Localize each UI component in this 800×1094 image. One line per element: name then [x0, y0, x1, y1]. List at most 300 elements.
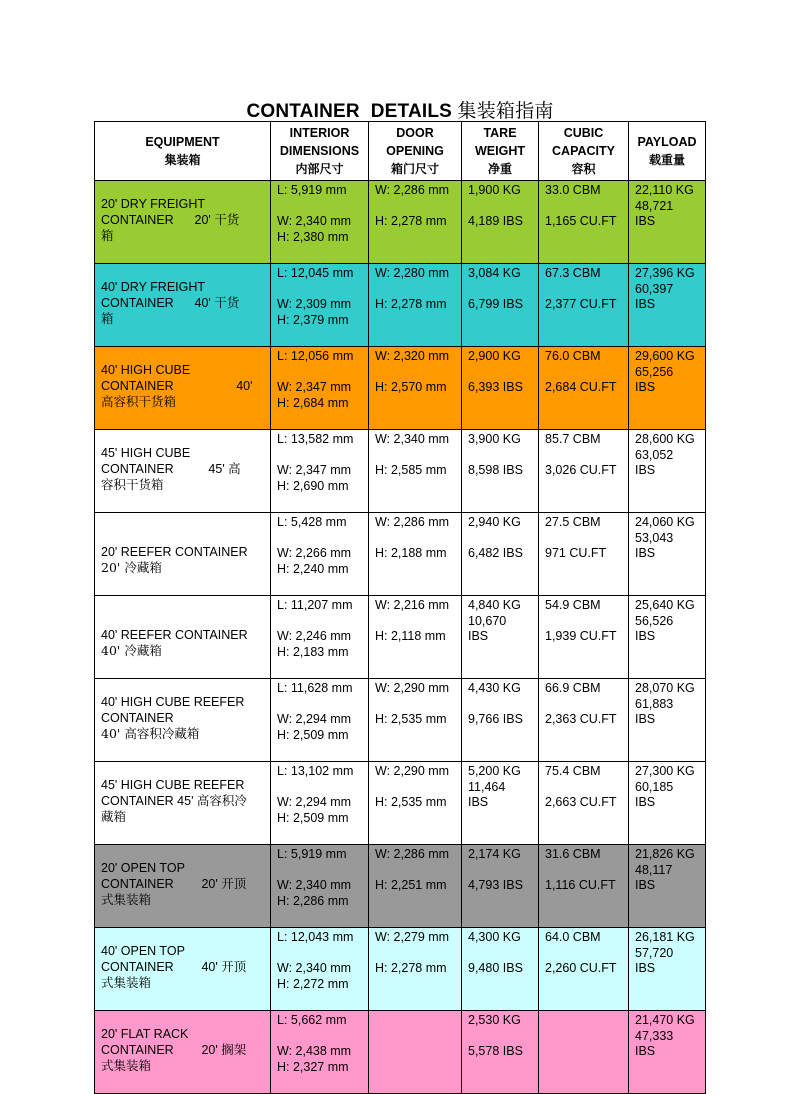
tare-cell: [462, 1011, 539, 1094]
equipment-line: 40' HIGH CUBE: [101, 363, 191, 377]
equipment-line: 容积干货箱: [101, 477, 164, 492]
door-width: W: 2,340 mm: [375, 432, 450, 446]
spacer: [277, 447, 368, 462]
interior-height: H: 2,327 mm: [277, 1060, 349, 1074]
payload-stack: [629, 264, 705, 331]
door-cell: [369, 264, 462, 347]
door-height: H: 2,278 mm: [375, 297, 447, 311]
tare-kg: 3,084 KG: [468, 266, 521, 280]
interior-length: L: 12,043 mm: [277, 930, 354, 944]
tare-kg: 2,940 KG: [468, 515, 521, 529]
spacer: [277, 613, 368, 628]
door-height: H: 2,278 mm: [375, 214, 447, 228]
column-header: [271, 122, 369, 181]
equipment-line: CONTAINER 20' 干货: [101, 213, 240, 227]
cubic-cell: [539, 264, 629, 347]
door-height: H: 2,570 mm: [375, 380, 447, 394]
interior-length: L: 11,207 mm: [277, 598, 353, 612]
payload-ibs-unit: IBS: [635, 1044, 656, 1058]
column-header: [369, 122, 462, 181]
spacer: [375, 530, 461, 545]
equipment-line: 20' FLAT RACK: [101, 1027, 189, 1041]
header-label: OPENING: [386, 144, 444, 158]
tare-kg: 4,300 KG: [468, 930, 521, 944]
payload-ibs-value: 56,526: [635, 614, 674, 628]
door-width: W: 2,286 mm: [375, 515, 450, 529]
table-row: [95, 762, 706, 845]
interior-height: H: 2,509 mm: [277, 728, 349, 742]
cubic-cell: [539, 181, 629, 264]
door-width: W: 2,216 mm: [375, 598, 450, 612]
cubic-cbm: 33.0 CBM: [545, 183, 601, 197]
tare-cell: [462, 679, 539, 762]
tare-mid: [468, 1028, 538, 1043]
payload-ibs-unit: IBS: [635, 712, 656, 726]
title-en: CONTAINER DETAILS: [246, 101, 453, 122]
spacer: [545, 862, 628, 877]
door-stack: [369, 845, 461, 912]
tare-cell: [462, 347, 539, 430]
interior-cell: [271, 430, 369, 513]
cubic-cuft: 2,377 CU.FT: [545, 297, 617, 311]
payload-stack: [629, 1011, 705, 1078]
interior-height: H: 2,380 mm: [277, 230, 349, 244]
payload-kg: 27,300 KG: [635, 764, 695, 778]
spacer: [277, 198, 368, 213]
door-width: W: 2,290 mm: [375, 764, 450, 778]
equipment-cell: [95, 762, 271, 845]
equipment-line: 40' REEFER CONTAINER: [101, 628, 248, 642]
tare-cell: [462, 845, 539, 928]
cubic-cuft: 2,363 CU.FT: [545, 712, 617, 726]
door-width: W: 2,320 mm: [375, 349, 450, 363]
equipment-cell: [95, 347, 271, 430]
door-cell: [369, 513, 462, 596]
door-width: [375, 1011, 461, 1028]
spacer: [277, 945, 368, 960]
cubic-cbm: 64.0 CBM: [545, 930, 601, 944]
interior-length: L: 5,428 mm: [277, 515, 347, 529]
tare-ibs: 9,766 IBS: [468, 712, 523, 726]
cubic-cuft: [545, 1043, 628, 1059]
column-header: [462, 122, 539, 181]
spacer: [277, 862, 368, 877]
interior-height: H: 2,272 mm: [277, 977, 349, 991]
door-stack: [369, 181, 461, 248]
payload-cell: [629, 762, 706, 845]
table-row: [95, 347, 706, 430]
tare-mid: [468, 696, 538, 711]
cubic-cuft: 1,165 CU.FT: [545, 214, 617, 228]
equipment-line: CONTAINER: [101, 711, 174, 725]
payload-cell: [629, 845, 706, 928]
spacer: [545, 447, 628, 462]
interior-stack: [271, 1011, 368, 1078]
equipment-cell: [95, 430, 271, 513]
header-label-cn: 净重: [487, 162, 512, 176]
tare-stack: [462, 1011, 538, 1078]
equipment-line: 40' HIGH CUBE REEFER: [101, 695, 245, 709]
cubic-cell: [539, 762, 629, 845]
interior-cell: [271, 181, 369, 264]
door-height: [375, 1043, 461, 1059]
tare-stack: [462, 679, 538, 746]
interior-length: L: 12,056 mm: [277, 349, 354, 363]
payload-cell: [629, 513, 706, 596]
interior-height: H: 2,240 mm: [277, 562, 349, 576]
equipment-line: 40' 冷藏箱: [101, 643, 162, 658]
container-table: [94, 121, 706, 1094]
door-cell: [369, 679, 462, 762]
interior-cell: [271, 679, 369, 762]
door-stack: [369, 596, 461, 663]
cubic-cuft: 2,663 CU.FT: [545, 795, 617, 809]
interior-width: W: 2,347 mm: [277, 463, 352, 477]
payload-cell: [629, 1011, 706, 1094]
equipment-cell: [95, 181, 271, 264]
cubic-cell: [539, 513, 629, 596]
tare-cell: [462, 928, 539, 1011]
cubic-cell: [539, 430, 629, 513]
equipment-line: 20' OPEN TOP: [101, 861, 185, 875]
interior-width: W: 2,340 mm: [277, 214, 352, 228]
equipment-cell: [95, 596, 271, 679]
tare-ibs: IBS: [468, 629, 489, 643]
door-width: W: 2,290 mm: [375, 681, 450, 695]
cubic-cbm: 66.9 CBM: [545, 681, 601, 695]
equipment-line: 箱: [101, 228, 114, 243]
table-row: [95, 181, 706, 264]
door-cell: [369, 928, 462, 1011]
spacer: [277, 281, 368, 296]
cubic-cuft: 3,026 CU.FT: [545, 463, 617, 477]
table-row: [95, 596, 706, 679]
tare-ibs: 9,480 IBS: [468, 961, 523, 975]
equipment-line: CONTAINER 20' 搁架: [101, 1043, 247, 1057]
equipment-line: 式集装箱: [101, 892, 152, 907]
payload-ibs-value: 57,720: [635, 946, 674, 960]
header-label-cn: 载重量: [648, 153, 685, 167]
interior-length: L: 5,919 mm: [277, 183, 347, 197]
cubic-stack: [539, 513, 628, 580]
spacer: [545, 281, 628, 296]
door-width: W: 2,279 mm: [375, 930, 450, 944]
table-row: [95, 1011, 706, 1094]
interior-stack: [271, 845, 368, 912]
cubic-cell: [539, 679, 629, 762]
payload-ibs-value: 61,883: [635, 697, 674, 711]
equipment-line: CONTAINER 40': [101, 379, 253, 393]
tare-mid: [468, 281, 538, 296]
payload-ibs-unit: IBS: [635, 463, 656, 477]
interior-height: H: 2,183 mm: [277, 645, 349, 659]
payload-ibs-unit: IBS: [635, 214, 656, 228]
spacer: [375, 779, 461, 794]
payload-cell: [629, 264, 706, 347]
door-width: W: 2,280 mm: [375, 266, 450, 280]
equipment-cell: [95, 513, 271, 596]
interior-stack: [271, 430, 368, 497]
equipment-line: 式集装箱: [101, 975, 152, 990]
spacer: [375, 1028, 461, 1043]
tare-stack: [462, 264, 538, 331]
door-stack: [369, 264, 461, 331]
payload-ibs-unit: IBS: [635, 297, 656, 311]
title-cn: 集装箱指南: [457, 100, 554, 122]
tare-kg: 3,900 KG: [468, 432, 521, 446]
table-row: [95, 430, 706, 513]
cubic-cuft: 2,260 CU.FT: [545, 961, 617, 975]
tare-ibs: 4,793 IBS: [468, 878, 523, 892]
header-label: CAPACITY: [552, 144, 615, 158]
payload-stack: [629, 679, 705, 746]
door-stack: [369, 513, 461, 580]
equipment-cell: [95, 679, 271, 762]
payload-stack: [629, 596, 705, 663]
interior-stack: [271, 181, 368, 248]
payload-ibs-value: 48,721: [635, 199, 674, 213]
tare-kg: 5,200 KG: [468, 764, 521, 778]
interior-width: W: 2,309 mm: [277, 297, 352, 311]
tare-stack: [462, 430, 538, 497]
spacer: [277, 530, 368, 545]
equipment-line: CONTAINER 45' 高容积冷: [101, 794, 247, 808]
spacer: [375, 696, 461, 711]
tare-ibs: IBS: [468, 795, 489, 809]
payload-kg: 24,060 KG: [635, 515, 695, 529]
payload-cell: [629, 596, 706, 679]
header-label: INTERIOR: [289, 126, 350, 140]
cubic-cuft: 2,684 CU.FT: [545, 380, 617, 394]
cubic-stack: [539, 347, 628, 414]
header-label: WEIGHT: [475, 144, 525, 158]
tare-mid: [468, 945, 538, 960]
header-label: PAYLOAD: [637, 135, 697, 149]
payload-ibs-unit: IBS: [635, 795, 656, 809]
header-label-cn: 集装箱: [164, 153, 201, 167]
tare-ibs: 6,393 IBS: [468, 380, 523, 394]
tare-ibs: 6,799 IBS: [468, 297, 523, 311]
payload-ibs-value: 63,052: [635, 448, 674, 462]
table-body: [95, 181, 706, 1094]
interior-stack: [271, 596, 368, 663]
door-height: H: 2,278 mm: [375, 961, 447, 975]
payload-ibs-value: 47,333: [635, 1029, 674, 1043]
door-height: H: 2,188 mm: [375, 546, 447, 560]
payload-kg: 22,110 KG: [635, 183, 694, 197]
spacer: [277, 696, 368, 711]
tare-cell: [462, 430, 539, 513]
tare-kg: 1,900 KG: [468, 183, 521, 197]
equipment-line: 45' HIGH CUBE: [101, 446, 191, 460]
cubic-cell: [539, 1011, 629, 1094]
column-header: [95, 122, 271, 181]
interior-width: W: 2,340 mm: [277, 961, 352, 975]
interior-stack: [271, 928, 368, 995]
door-cell: [369, 762, 462, 845]
equipment-line: CONTAINER 40' 干货: [101, 296, 240, 310]
payload-stack: [629, 513, 705, 580]
equipment-cell: [95, 264, 271, 347]
equipment-line: 20' REEFER CONTAINER: [101, 545, 248, 559]
tare-mid: [468, 198, 538, 213]
tare-cell: [462, 513, 539, 596]
payload-kg: 21,826 KG: [635, 847, 695, 861]
tare-stack: [462, 762, 538, 829]
cubic-stack: [539, 679, 628, 746]
tare-cell: [462, 264, 539, 347]
spacer: [277, 779, 368, 794]
door-height: H: 2,251 mm: [375, 878, 447, 892]
cubic-cbm: 75.4 CBM: [545, 764, 601, 778]
tare-mid: [468, 862, 538, 877]
interior-height: H: 2,286 mm: [277, 894, 349, 908]
equipment-line: CONTAINER 20' 开顶: [101, 877, 247, 891]
spacer: [375, 945, 461, 960]
interior-width: W: 2,340 mm: [277, 878, 352, 892]
door-stack: [369, 928, 461, 995]
tare-mid: [468, 364, 538, 379]
equipment-cell: [95, 845, 271, 928]
interior-length: L: 13,582 mm: [277, 432, 354, 446]
interior-width: W: 2,294 mm: [277, 795, 352, 809]
spacer: [545, 945, 628, 960]
spacer: [545, 530, 628, 545]
payload-ibs-value: 60,185: [635, 780, 674, 794]
payload-ibs-value: 65,256: [635, 365, 674, 379]
tare-ibs: 8,598 IBS: [468, 463, 523, 477]
header-label: CUBIC: [563, 126, 604, 140]
door-height: H: 2,118 mm: [375, 629, 446, 643]
cubic-stack: [539, 1011, 628, 1078]
tare-ibs: 4,189 IBS: [468, 214, 523, 228]
payload-stack: [629, 928, 705, 995]
tare-stack: [462, 181, 538, 248]
cubic-stack: [539, 845, 628, 912]
tare-mid: 10,670: [468, 614, 507, 628]
header-row: [95, 122, 706, 181]
door-cell: [369, 596, 462, 679]
equipment-cell: [95, 928, 271, 1011]
interior-cell: [271, 1011, 369, 1094]
cubic-cuft: 1,116 CU.FT: [545, 878, 616, 892]
door-width: W: 2,286 mm: [375, 847, 450, 861]
equipment-line: CONTAINER 45' 高: [101, 462, 241, 476]
column-header: [539, 122, 629, 181]
interior-cell: [271, 264, 369, 347]
cubic-cbm: 67.3 CBM: [545, 266, 601, 280]
cubic-cbm: 85.7 CBM: [545, 432, 601, 446]
door-stack: [369, 762, 461, 829]
cubic-cell: [539, 845, 629, 928]
interior-width: W: 2,246 mm: [277, 629, 352, 643]
interior-stack: [271, 679, 368, 746]
interior-length: L: 12,045 mm: [277, 266, 354, 280]
cubic-stack: [539, 928, 628, 995]
payload-stack: [629, 845, 705, 912]
door-stack: [369, 430, 461, 497]
tare-kg: 4,430 KG: [468, 681, 521, 695]
payload-kg: 21,470 KG: [635, 1013, 695, 1027]
payload-stack: [629, 430, 705, 497]
payload-stack: [629, 181, 705, 248]
header-label-cn: 箱门尺寸: [390, 162, 439, 176]
payload-ibs-unit: IBS: [635, 546, 656, 560]
cubic-cuft: 971 CU.FT: [545, 546, 607, 560]
cubic-stack: [539, 762, 628, 829]
tare-stack: [462, 596, 538, 663]
door-cell: [369, 430, 462, 513]
payload-kg: 28,070 KG: [635, 681, 695, 695]
tare-mid: 11,464: [468, 780, 506, 794]
equipment-line: 40' DRY FREIGHT: [101, 280, 206, 294]
payload-cell: [629, 679, 706, 762]
equipment-line: 高容积干货箱: [101, 394, 177, 409]
tare-kg: 2,530 KG: [468, 1013, 521, 1027]
tare-cell: [462, 181, 539, 264]
equipment-line: 箱: [101, 311, 114, 326]
door-cell: [369, 845, 462, 928]
door-stack: [369, 679, 461, 746]
tare-ibs: 5,578 IBS: [468, 1044, 523, 1058]
header-label-cn: 容积: [571, 162, 596, 176]
interior-cell: [271, 596, 369, 679]
equipment-line: 藏箱: [101, 809, 127, 824]
door-height: H: 2,585 mm: [375, 463, 447, 477]
spacer: [375, 198, 461, 213]
interior-length: L: 11,628 mm: [277, 681, 353, 695]
payload-kg: 25,640 KG: [635, 598, 695, 612]
spacer: [375, 862, 461, 877]
equipment-cell: [95, 1011, 271, 1094]
interior-length: L: 5,662 mm: [277, 1013, 347, 1027]
tare-stack: [462, 928, 538, 995]
header-label: TARE: [483, 126, 517, 140]
tare-kg: 4,840 KG: [468, 598, 521, 612]
cubic-stack: [539, 430, 628, 497]
payload-kg: 27,396 KG: [635, 266, 695, 280]
cubic-stack: [539, 181, 628, 248]
interior-height: H: 2,684 mm: [277, 396, 349, 410]
door-height: H: 2,535 mm: [375, 712, 447, 726]
interior-cell: [271, 762, 369, 845]
door-stack: [369, 347, 461, 414]
tare-stack: [462, 347, 538, 414]
equipment-line: CONTAINER 40' 开顶: [101, 960, 247, 974]
payload-ibs-unit: IBS: [635, 629, 656, 643]
door-cell: [369, 1011, 462, 1094]
table-row: [95, 845, 706, 928]
door-cell: [369, 347, 462, 430]
table-row: [95, 679, 706, 762]
tare-kg: 2,900 KG: [468, 349, 521, 363]
equipment-line: 式集装箱: [101, 1058, 152, 1073]
cubic-stack: [539, 264, 628, 331]
spacer: [375, 281, 461, 296]
tare-mid: [468, 530, 538, 545]
equipment-line: [101, 528, 266, 544]
interior-width: W: 2,266 mm: [277, 546, 352, 560]
interior-width: W: 2,294 mm: [277, 712, 352, 726]
spacer: [277, 364, 368, 379]
tare-stack: [462, 513, 538, 580]
tare-ibs: 6,482 IBS: [468, 546, 523, 560]
interior-length: L: 5,919 mm: [277, 847, 347, 861]
column-header: [629, 122, 706, 181]
interior-stack: [271, 347, 368, 414]
interior-length: L: 13,102 mm: [277, 764, 354, 778]
table-row: [95, 513, 706, 596]
